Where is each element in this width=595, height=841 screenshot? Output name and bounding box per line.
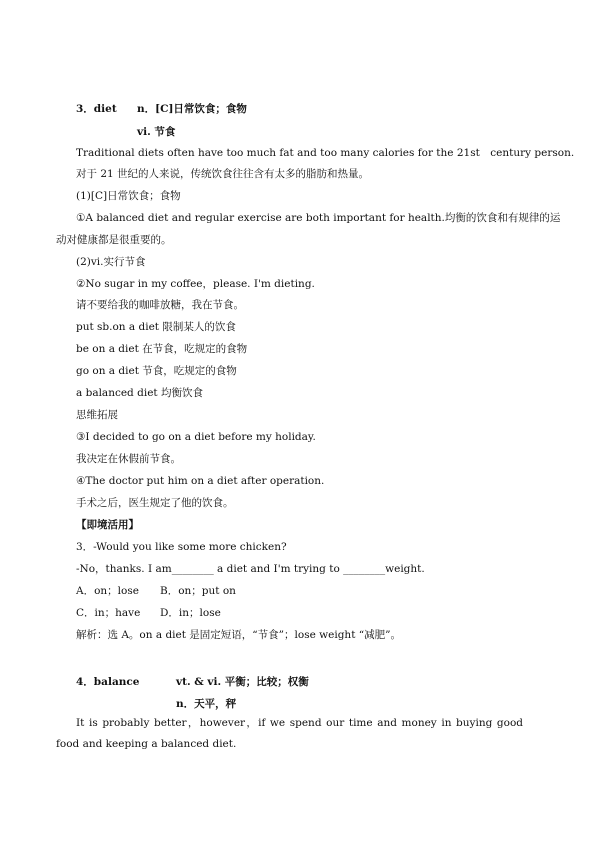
entry-3-thinking-heading: 思维拓展: [76, 409, 118, 421]
entry-3-phrase-4: a balanced diet 均衡饮食: [76, 387, 203, 399]
entry-4-pos-verb: vt. & vi. 平衡；比较；权衡: [176, 676, 309, 688]
entry-3-example-2-zh: 请不要给我的咖啡放糖，我在节食。: [76, 299, 244, 311]
entry-3-example-4-zh: 手术之后，医生规定了他的饮食。: [76, 497, 234, 509]
option-a: A．on；lose: [76, 585, 139, 597]
entry-3-sense-1: (1)[C]日常饮食；食物: [76, 190, 181, 202]
entry-4-example: It is probably better，however，if we spend our time and money in buying good food and keeping a balanced diet.: [56, 717, 523, 750]
option-c: C．in；have: [76, 607, 141, 619]
entry-4-headword: 4．balance: [76, 676, 140, 688]
entry-3-pos-noun: n．[C]日常饮食；食物: [137, 103, 247, 115]
analysis-text: 解析：选 A。on a diet 是固定短语，“节食”；lose weight “减肥”。: [76, 629, 401, 641]
entry-3-example-2-en: ②No sugar in my coffee，please. I'm dieting.: [76, 278, 315, 290]
entry-3-example-3-zh: 我决定在休假前节食。: [76, 453, 181, 465]
option-b: B．on；put on: [160, 585, 236, 597]
entry-3-example-4-en: ④The doctor put him on a diet after operation.: [76, 475, 325, 487]
entry-3-phrase-1: put sb.on a diet 限制某人的饮食: [76, 321, 236, 333]
entry-3-example-1b: 动对健康都是很重要的。: [56, 234, 172, 246]
entry-3-example-zh: 对于 21 世纪的人来说，传统饮食往往含有太多的脂肪和热量。: [76, 168, 370, 180]
entry-3-phrase-2: be on a diet 在节食，吃规定的食物: [76, 343, 248, 355]
practice-heading: 【即境活用】: [76, 519, 139, 531]
entry-3-phrase-3: go on a diet 节食，吃规定的食物: [76, 365, 237, 377]
question-line-1: 3．-Would you like some more chicken?: [76, 541, 287, 553]
entry-3-example-3-en: ③I decided to go on a diet before my holiday.: [76, 431, 316, 443]
entry-3-example-en: Traditional diets often have too much fat and too many calories for the 21st century person.: [76, 147, 575, 159]
entry-3-headword: 3．diet: [76, 103, 117, 115]
entry-3-example-1a: ①A balanced diet and regular exercise are both important for health.均衡的饮食和有规律的运: [76, 212, 561, 224]
entry-4-pos-noun: n．天平，秤: [176, 698, 237, 710]
question-line-2: -No，thanks. I am________ a diet and I'm trying to ________weight.: [76, 563, 425, 575]
entry-3-pos-verb: vi. 节食: [137, 126, 176, 138]
entry-3-sense-2: (2)vi.实行节食: [76, 256, 146, 268]
option-d: D．in；lose: [160, 607, 221, 619]
